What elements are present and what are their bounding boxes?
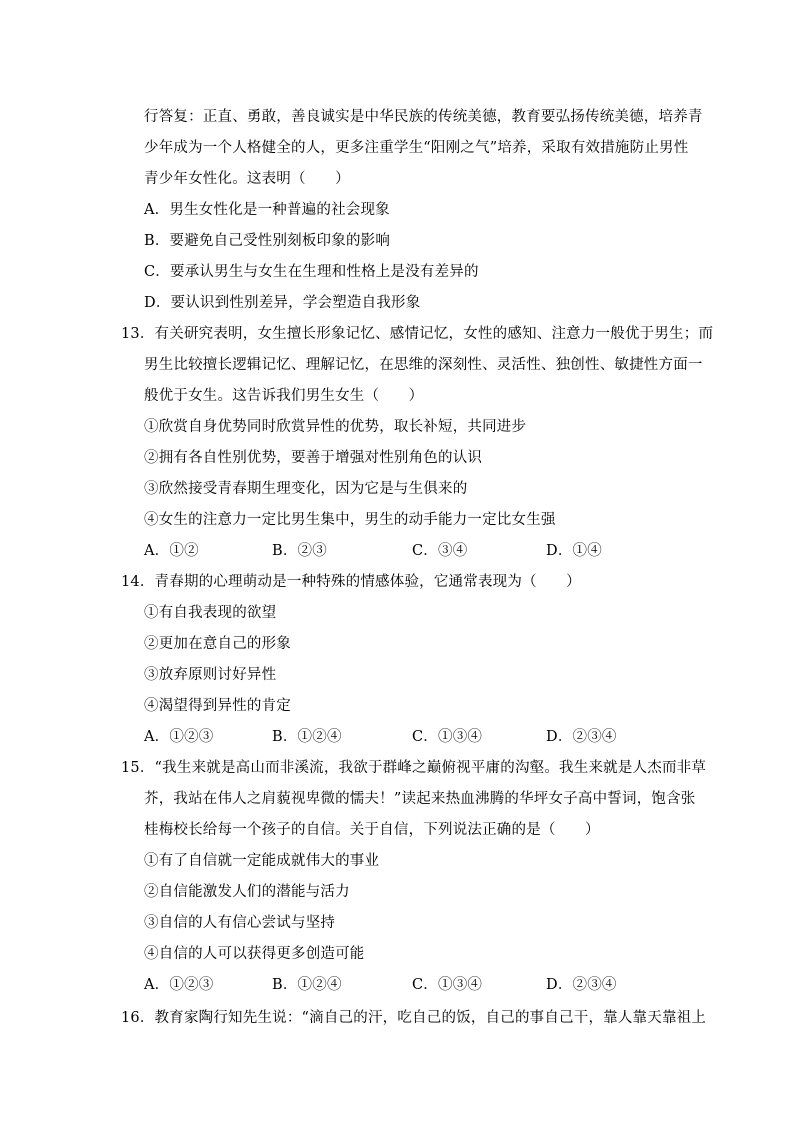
q15-item-3: ③自信的人有信心尝试与坚持 (144, 915, 336, 931)
q15-line-1: 15．“我生来就是高山而非溪流，我欲于群峰之巅俯视平庸的沟壑。我生来就是人杰而非草 (121, 760, 707, 776)
q15-option-b: B．①②④ (272, 977, 342, 993)
q15-option-d: D．②③④ (546, 977, 617, 993)
q13-line-2: 男生比较擅长逻辑记忆、理解记忆，在思维的深刻性、灵活性、独创性、敏捷性方面一 (144, 357, 703, 373)
q15-line-3: 桂梅校长给每一个孩子的自信。关于自信，下列说法正确的是（ ） (144, 822, 600, 838)
intro-option-b: B．要避免自己受性别刻板印象的影响 (144, 233, 391, 249)
q15-option-a: A．①②③ (144, 977, 214, 993)
q14-option-b: B．①②④ (272, 729, 342, 745)
q15-item-2: ②自信能激发人们的潜能与活力 (144, 884, 350, 900)
intro-line-2: 少年成为一个人格健全的人，更多注重学生“阳刚之气”培养，采取有效措施防止男性 (144, 140, 689, 156)
q13-option-a: A．①② (144, 543, 199, 559)
q14-line-1: 14．青春期的心理萌动是一种特殊的情感体验，它通常表现为（ ） (121, 574, 581, 590)
q15-item-1: ①有了自信就一定能成就伟大的事业 (144, 853, 380, 869)
q13-item-1: ①欣赏自身优势同时欣赏异性的优势，取长补短，共同进步 (144, 419, 527, 435)
q14-item-3: ③放弃原则讨好异性 (144, 667, 277, 683)
q14-item-1: ①有自我表现的欲望 (144, 605, 277, 621)
intro-option-d: D．要认识到性别差异，学会塑造自我形象 (144, 295, 421, 311)
q13-option-b: B．②③ (272, 543, 327, 559)
q15-option-c: C．①③④ (412, 977, 483, 993)
q14-option-c: C．①③④ (412, 729, 483, 745)
q14-option-d: D．②③④ (546, 729, 617, 745)
q13-line-3: 般优于女生。这告诉我们男生女生（ ） (144, 388, 424, 404)
q15-line-2: 芥，我站在伟人之肩藐视卑微的懦夫！”读起来热血沸腾的华坪女子高中誓词，饱含张 (144, 791, 696, 807)
q13-item-2: ②拥有各自性别优势，要善于增强对性别角色的认识 (144, 450, 483, 466)
intro-option-c: C．要承认男生与女生在生理和性格上是没有差异的 (144, 264, 479, 280)
q13-option-c: C．③④ (412, 543, 468, 559)
q13-item-4: ④女生的注意力一定比男生集中，男生的动手能力一定比女生强 (144, 512, 556, 528)
intro-line-1: 行答复：正直、勇敢，善良诚实是中华民族的传统美德，教育要弘扬传统美德，培养青 (144, 109, 703, 125)
intro-option-a: A．男生女性化是一种普遍的社会现象 (144, 202, 390, 218)
q13-item-3: ③欣然接受青春期生理变化，因为它是与生俱来的 (144, 481, 468, 497)
q14-item-2: ②更加在意自己的形象 (144, 636, 291, 652)
q14-option-a: A．①②③ (144, 729, 214, 745)
q13-option-d: D．①④ (546, 543, 602, 559)
q14-item-4: ④渴望得到异性的肯定 (144, 698, 291, 714)
q16-line-1: 16．教育家陶行知先生说：“滴自己的汗，吃自己的饭，自己的事自己干，靠人靠天靠祖上 (121, 1010, 707, 1026)
intro-line-3: 青少年女性化。这表明（ ） (144, 171, 350, 187)
q13-line-1: 13．有关研究表明，女生擅长形象记忆、感情记忆，女性的感知、注意力一般优于男生；而 (121, 326, 714, 342)
q15-item-4: ④自信的人可以获得更多创造可能 (144, 946, 365, 962)
